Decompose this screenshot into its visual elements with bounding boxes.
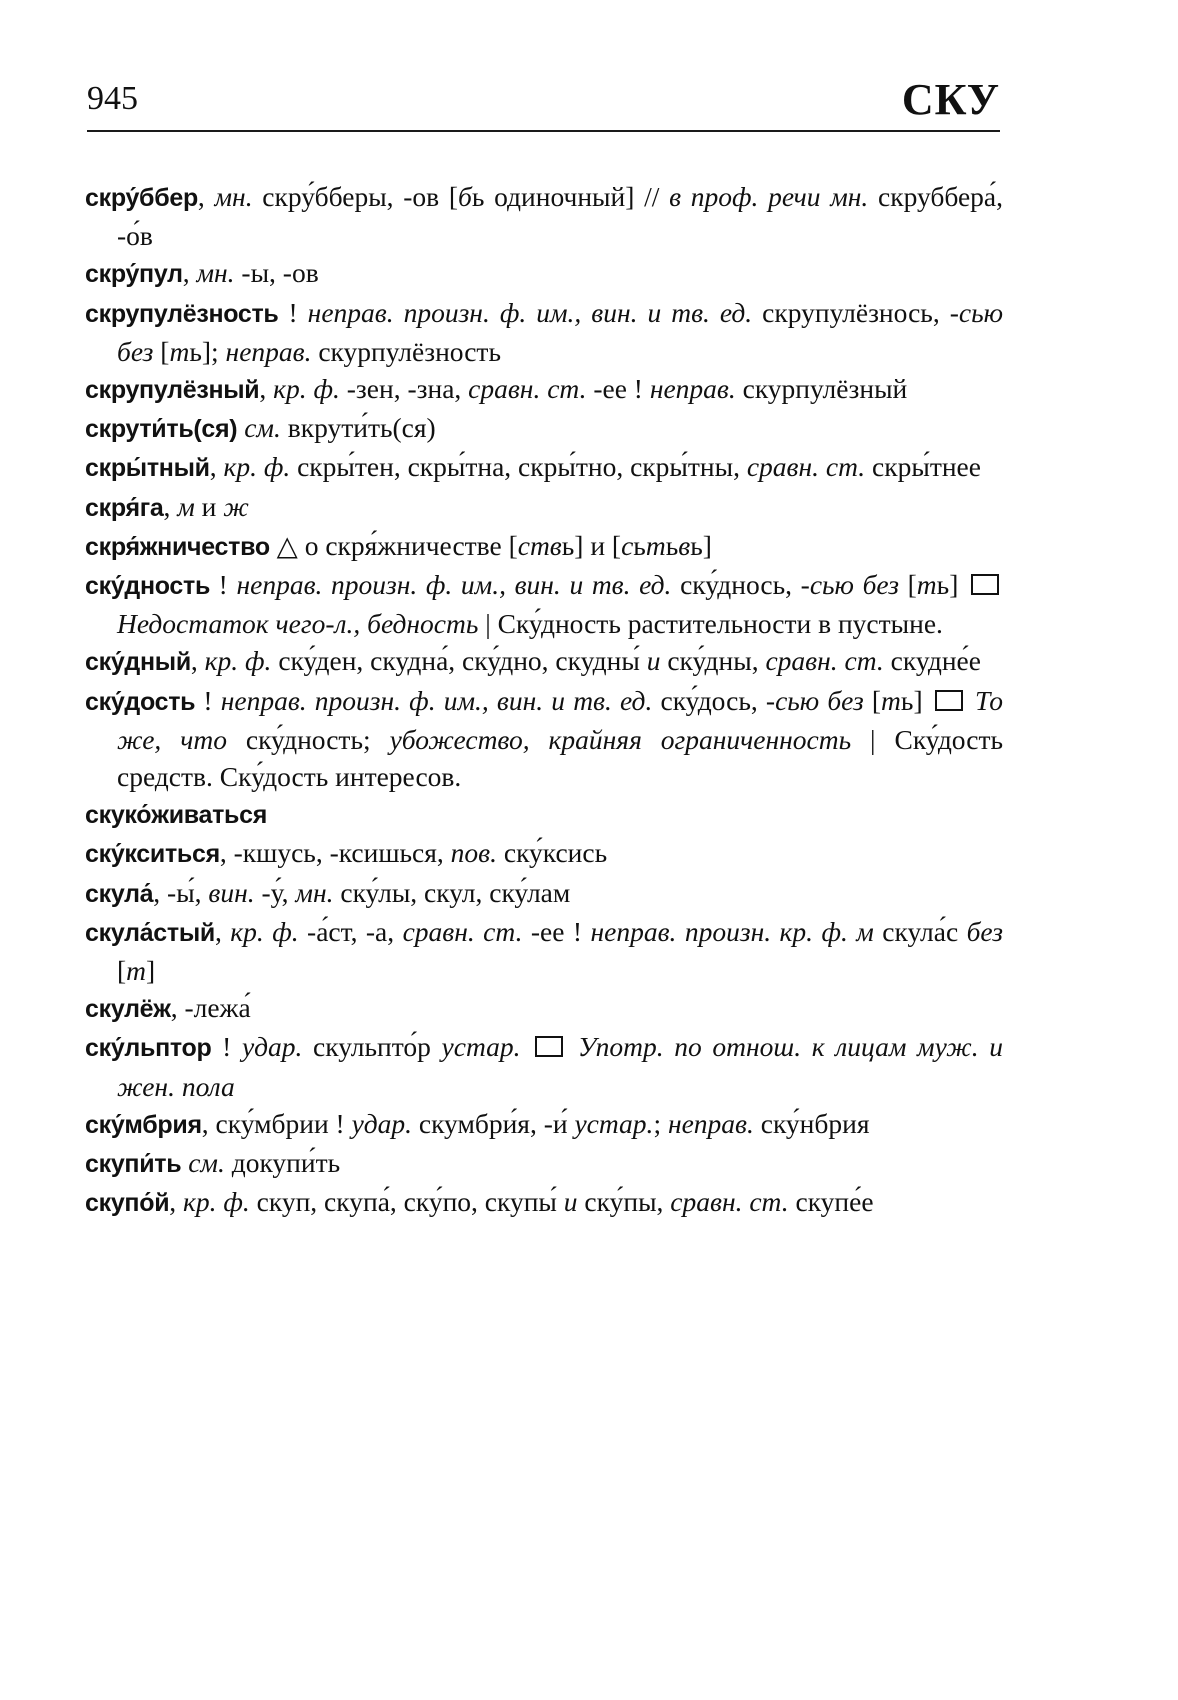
entry-text: , <box>209 451 224 483</box>
headword: скря́жничество <box>85 532 270 561</box>
entry-text: , <box>169 1186 184 1218</box>
headword: скупо́й <box>85 1189 170 1218</box>
entry-text: [ <box>153 335 170 367</box>
headword: скупи́ть <box>85 1150 182 1179</box>
entry-text: -ее ! <box>586 373 650 405</box>
running-head: СКУ <box>901 75 1000 124</box>
headword: скрупулёзный <box>85 376 260 405</box>
headword: скрути́ть(ся) <box>85 415 238 444</box>
grammar-note: ж <box>223 490 249 522</box>
entry-text: вкрути́ть(ся) <box>280 412 436 444</box>
entry-text: ску́дось, <box>652 684 766 716</box>
page-number: 945 <box>87 80 138 117</box>
entry-text: , <box>214 915 231 947</box>
entry-text: -ы, -ов <box>234 257 319 289</box>
grammar-note: -сью без <box>765 684 864 716</box>
grammar-note: сравн. ст. <box>670 1186 789 1218</box>
definition-box-icon <box>935 690 963 711</box>
entry-text: ску́пы, <box>577 1186 671 1218</box>
entry-text: ь] <box>936 569 967 601</box>
grammar-note: и <box>646 645 661 677</box>
entry-text: , -кшусь, -ксишься, <box>219 837 451 869</box>
headword: скрупулёзность <box>85 299 279 328</box>
entry-text: ску́дность; <box>226 723 390 755</box>
entry-text: ь <box>665 529 679 561</box>
dictionary-entry <box>85 370 1003 409</box>
headword: скру́ббер <box>85 184 198 212</box>
headword: ску́кситься <box>85 840 220 869</box>
grammar-note: неправ. <box>649 373 736 405</box>
grammar-note: устар. <box>441 1031 521 1063</box>
grammar-note: т <box>916 569 937 601</box>
entry-text: , <box>163 490 178 522</box>
headword: ску́льптор <box>85 1034 212 1063</box>
header-rule <box>87 130 1000 132</box>
entry-text: ! <box>211 1031 242 1063</box>
grammar-note: в <box>678 529 691 561</box>
grammar-note: т <box>645 529 666 561</box>
grammar-note: кр. ф. <box>223 451 291 483</box>
entry-text: -ее ! <box>522 915 591 947</box>
entry-text <box>567 1031 578 1062</box>
entry-text: | Ску́дность растительности в пустыне. <box>478 608 943 640</box>
grammar-note: Недостаток чего-л., бедность <box>117 608 479 640</box>
dictionary-entry <box>85 448 1003 487</box>
entry-text: скупе́е <box>788 1186 874 1218</box>
entry-text: , <box>190 645 205 677</box>
headword: скуко́живаться <box>85 801 268 830</box>
entry-text: | Ску́дость средств. Ску́дость интересов. <box>117 723 1004 793</box>
dictionary-entry <box>85 254 1003 293</box>
entry-text: , <box>182 257 197 289</box>
grammar-note: кр. ф. <box>273 373 340 405</box>
grammar-note: сравн. ст. <box>402 915 523 947</box>
dictionary-entry <box>85 409 1003 448</box>
entry-text: ску́ден, скудна́, ску́дно, скудны́ <box>271 645 647 677</box>
grammar-note: сравн. ст. <box>468 373 587 405</box>
entry-text: [ <box>898 569 917 601</box>
headword: ску́дный <box>85 648 191 677</box>
grammar-note: Употр. по отнош. к лицам муж. и жен. пола <box>117 1031 1003 1102</box>
grammar-note: см. <box>244 412 281 444</box>
entry-text: скру́бберы, -ов [ <box>252 181 458 212</box>
grammar-note: мн. <box>214 181 253 212</box>
grammar-note: То же, что <box>117 684 1003 755</box>
headword: ску́дость <box>85 687 196 716</box>
grammar-note: удар. <box>351 1107 412 1139</box>
dictionary-entry <box>85 527 1003 566</box>
entry-text: ! <box>210 569 237 601</box>
grammar-note: кр. ф. <box>183 1186 250 1218</box>
page-header <box>87 74 1000 130</box>
entry-text: ску́днось, <box>671 569 801 601</box>
dictionary-entry <box>85 178 1003 254</box>
dictionary-entries <box>85 178 1003 1222</box>
entry-text: [ <box>863 684 882 716</box>
headword: скры́тный <box>85 454 210 483</box>
entry-text: -у́, <box>254 876 296 908</box>
grammar-note: т <box>126 955 147 987</box>
entry-text: ску́ксись <box>496 837 608 869</box>
entry-text <box>521 1031 532 1062</box>
grammar-note: -сью без <box>800 569 899 601</box>
grammar-note: сравн. ст. <box>746 451 866 483</box>
entry-text: скурпулёзный <box>735 373 908 405</box>
entry-text: , <box>259 373 274 405</box>
grammar-note: убожество, крайняя ограниченность <box>389 723 852 755</box>
entry-text: ь] <box>900 684 931 716</box>
entry-text: -зен, -зна, <box>339 373 469 405</box>
headword: скру́пул <box>85 260 183 289</box>
entry-text: скры́тен, скры́тна, скры́тно, скры́тны, <box>290 451 747 483</box>
headword: ску́мбрия <box>85 1110 202 1139</box>
grammar-note: ств <box>517 529 562 561</box>
dictionary-entry <box>85 913 1003 989</box>
grammar-note: неправ. произн. ф. им., вин. и тв. ед. <box>236 569 672 601</box>
headword: скула́стый <box>85 918 215 947</box>
dictionary-entry <box>85 566 1003 642</box>
entry-text: скульпто́р <box>302 1031 442 1063</box>
grammar-note: устар. <box>574 1107 654 1139</box>
dictionary-entry <box>85 1105 1003 1144</box>
entry-text: ь]; <box>189 335 226 367</box>
entry-text: ску́дны, <box>660 645 766 677</box>
entry-text: скуп, скупа́, ску́по, скупы́ <box>249 1186 564 1218</box>
headword: скулёж <box>85 995 171 1024</box>
headword: скула́ <box>85 879 154 908</box>
grammar-note: вин. <box>208 876 255 908</box>
grammar-note: без <box>966 915 1003 947</box>
grammar-note: -сью без <box>117 296 1003 367</box>
grammar-note: б <box>458 181 472 212</box>
dictionary-entry <box>85 682 1003 796</box>
grammar-note: с <box>621 529 634 561</box>
grammar-note: кр. ф. <box>230 915 299 947</box>
entry-text: ; <box>653 1107 668 1139</box>
grammar-note: мн. <box>295 876 334 908</box>
grammar-note: м <box>177 490 195 522</box>
entry-text: скула́с <box>873 915 967 947</box>
grammar-note: в проф. речи мн. <box>669 181 869 212</box>
dictionary-entry <box>85 1144 1003 1183</box>
entry-text: ь] и [ <box>561 529 622 561</box>
grammar-note: см. <box>188 1147 225 1179</box>
entry-text: скудне́е <box>883 645 981 677</box>
dictionary-entry <box>85 488 1003 527</box>
entry-text: , <box>197 181 215 212</box>
dictionary-entry <box>85 795 1003 834</box>
grammar-note: неправ. <box>667 1107 754 1139</box>
entry-text: ] <box>146 955 156 987</box>
entry-text: докупи́ть <box>224 1147 341 1179</box>
dictionary-entry <box>85 642 1003 681</box>
grammar-note: неправ. произн. ф. им., вин. и тв. ед. <box>220 684 653 716</box>
grammar-note: и <box>563 1186 578 1218</box>
entry-text: ску́нбрия <box>753 1107 870 1139</box>
entry-text: , -лежа́ <box>170 992 251 1024</box>
entry-text: ь <box>633 529 646 561</box>
grammar-note: неправ. произн. кр. ф. м <box>590 915 874 947</box>
entry-text: скрупулёзнось, <box>752 296 950 328</box>
entry-text: скумбри́я, -и́ <box>412 1107 575 1139</box>
entry-text: -а́ст, -а, <box>298 915 403 947</box>
grammar-note: т <box>881 684 901 716</box>
headword: скря́га <box>85 493 164 522</box>
entry-text: ь] <box>690 529 712 561</box>
headword: ску́дность <box>85 572 211 601</box>
dictionary-entry <box>85 834 1003 873</box>
grammar-note: кр. ф. <box>204 645 272 677</box>
entry-text <box>967 685 975 716</box>
dictionary-entry <box>85 989 1003 1028</box>
grammar-note: сравн. ст. <box>765 645 884 677</box>
entry-text: скурпулёзность <box>311 335 501 367</box>
entry-text: и <box>194 490 224 522</box>
entry-text: △ о скря́жничестве [ <box>269 529 518 561</box>
grammar-note: пов. <box>450 837 497 869</box>
entry-text: скры́тнее <box>865 451 981 483</box>
dictionary-entry <box>85 1028 1003 1104</box>
grammar-note: мн. <box>196 257 235 289</box>
entry-text: , ску́мбрии ! <box>201 1107 352 1139</box>
dictionary-entry <box>85 1183 1003 1222</box>
entry-text: ! <box>278 296 308 328</box>
entry-text: , -ы́, <box>153 876 209 908</box>
grammar-note: неправ. <box>225 335 312 367</box>
definition-box-icon <box>971 574 999 595</box>
entry-text: [ <box>117 955 127 987</box>
definition-box-icon <box>535 1036 563 1057</box>
dictionary-entry <box>85 874 1003 913</box>
entry-text: ску́лы, скул, ску́лам <box>333 876 571 908</box>
dictionary-entry <box>85 294 1003 370</box>
grammar-note: т <box>169 335 190 367</box>
grammar-note: неправ. произн. ф. им., вин. и тв. ед. <box>307 296 753 328</box>
entry-text: скруббера́, -о́в <box>117 181 1004 252</box>
entry-text: ь одиночный] // <box>471 181 670 212</box>
grammar-note: удар. <box>241 1031 303 1063</box>
entry-text: ! <box>195 684 221 716</box>
